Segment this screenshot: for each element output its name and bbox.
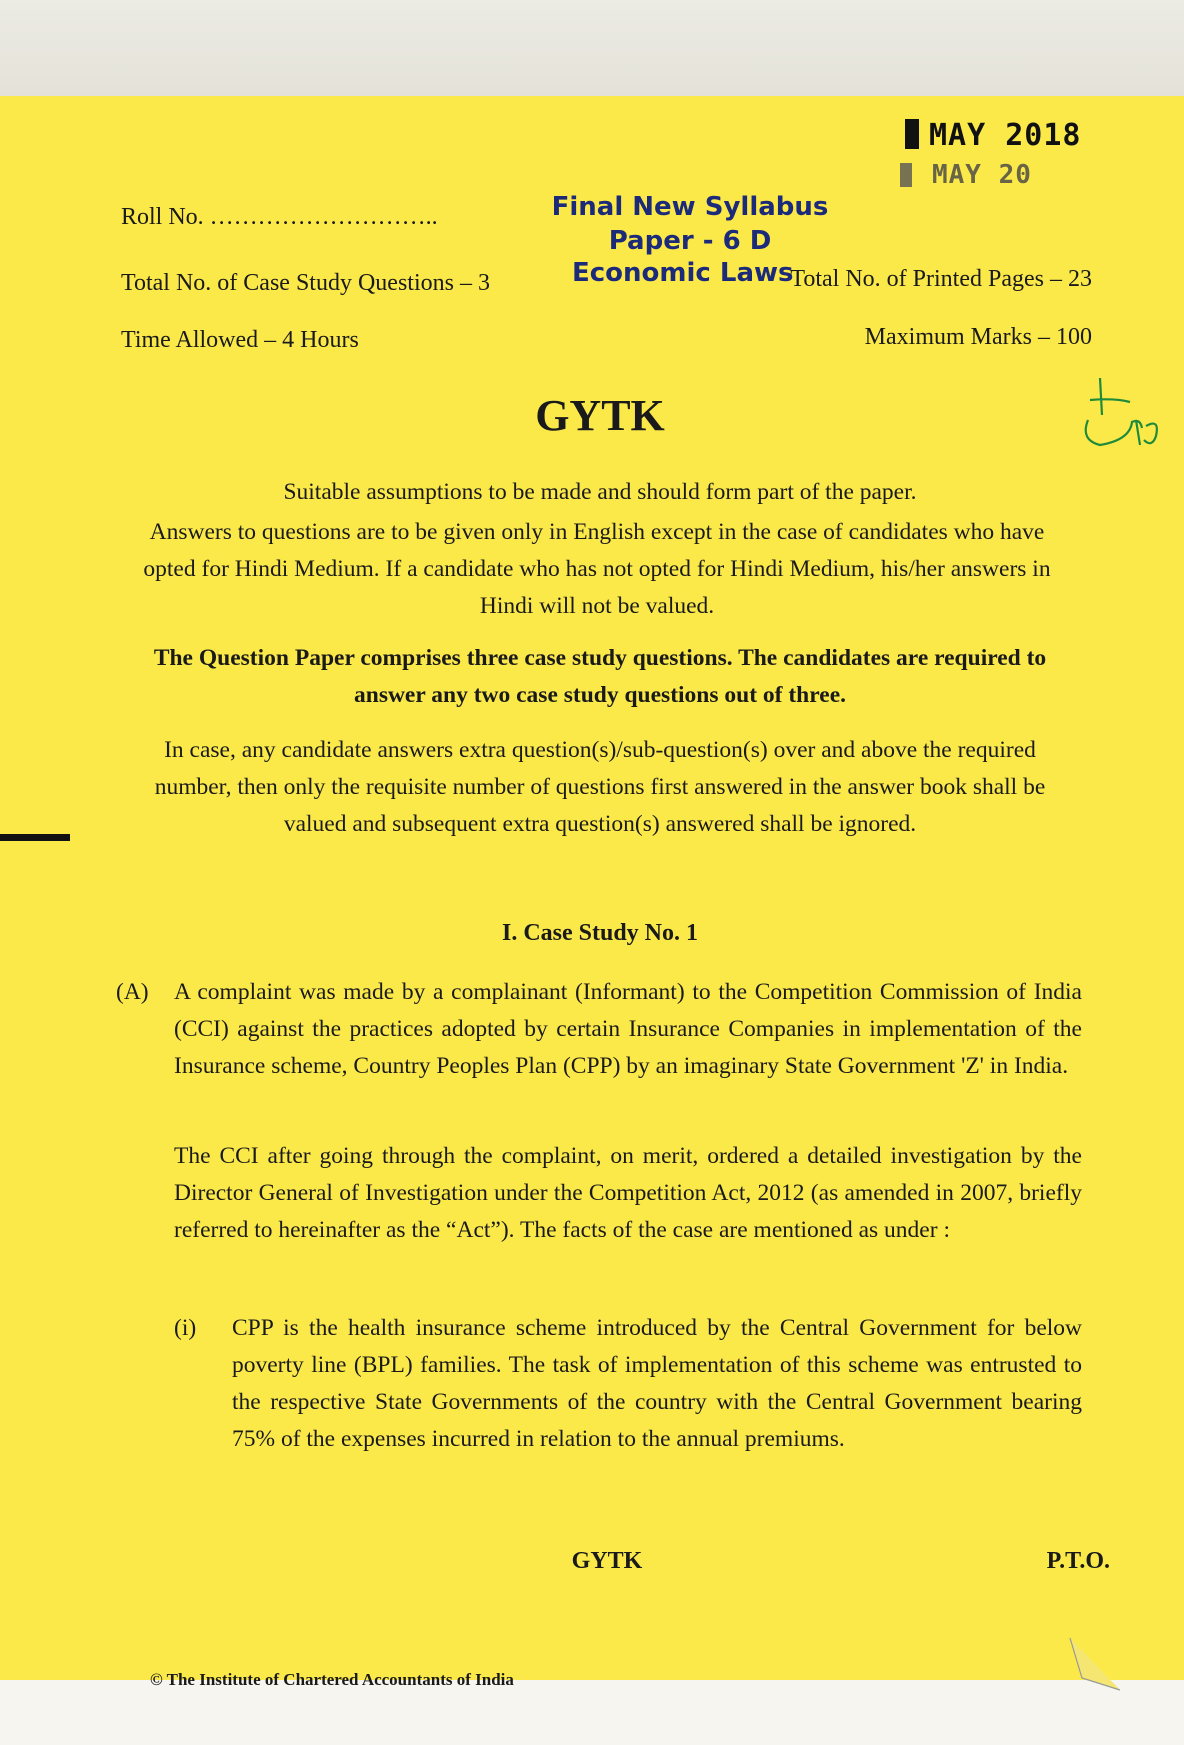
pto: P.T.O. bbox=[1046, 1548, 1110, 1574]
signature-mark bbox=[1070, 370, 1170, 460]
max-marks: Maximum Marks – 100 bbox=[864, 324, 1092, 350]
roll-no: Roll No. ……………………….. bbox=[121, 204, 438, 230]
time-allowed: Time Allowed – 4 Hours bbox=[121, 327, 359, 353]
part-a-facts: The CCI after going through the complaint, on merit, ordered a detailed investigation by the Director General of Investigation under the Competition Act, 2012 (as amended in 2007, briefly referred to hereinafter as the “Act”). The facts of the case are mentioned as under : bbox=[174, 1143, 1082, 1243]
total-questions: Total No. of Case Study Questions – 3 bbox=[121, 270, 490, 296]
instruction-language: Answers to questions are to be given only in English except in the case of candidates who have opted for Hindi Medium. If a candidate who has not opted for Hindi Medium, his/her answers in Hindi will not be valued. bbox=[143, 519, 1051, 619]
paper-title: GYTK bbox=[535, 391, 665, 440]
syllabus-line3: Economic Laws bbox=[572, 258, 794, 288]
page-corner-fold bbox=[1060, 1638, 1130, 1698]
instruction-assumptions: Suitable assumptions to be made and should form part of the paper. bbox=[283, 479, 917, 505]
date-stamp-line1: MAY 2018 bbox=[929, 118, 1082, 153]
stamp-block-faded bbox=[900, 163, 912, 187]
date-stamp-faded bbox=[900, 160, 1032, 190]
copyright: © The Institute of Chartered Accountants of India bbox=[150, 1670, 514, 1689]
item-i-label: (i) bbox=[174, 1315, 197, 1341]
top-margin bbox=[0, 0, 1184, 96]
margin-mark bbox=[0, 834, 70, 841]
printed-pages: Total No. of Printed Pages – 23 bbox=[790, 266, 1092, 292]
instruction-extra: In case, any candidate answers extra question(s)/sub-question(s) over and above the required number, then only the requisite number of questions first answered in the answer book shall be valued and subsequent extra question(s) answered shall be ignored. bbox=[154, 737, 1046, 837]
item-i-text: CPP is the health insurance scheme introduced by the Central Government for below poverty line (BPL) families. The task of implementation of this scheme was entrusted to the respective State Governments of the country with the Central Government bearing 75% of the expenses incurred in relation to the annual premiums. bbox=[232, 1315, 1082, 1452]
case-study-heading: I. Case Study No. 1 bbox=[501, 920, 699, 946]
instruction-comprises: The Question Paper comprises three case study questions. The candidates are required to answer any two case study questions out of three. bbox=[153, 645, 1047, 708]
footer-code: GYTK bbox=[571, 1548, 643, 1574]
part-a-label: (A) bbox=[116, 979, 149, 1005]
date-stamp-line2: MAY 20 bbox=[932, 160, 1032, 190]
stamp-block bbox=[905, 119, 919, 149]
syllabus-line1: Final New Syllabus bbox=[551, 192, 829, 222]
date-stamp bbox=[905, 118, 1082, 153]
syllabus-line2: Paper - 6 D bbox=[608, 226, 772, 256]
part-a-text: A complaint was made by a complainant (Informant) to the Competition Commission of India (CCI) against the practices adopted by certain Insurance Companies in implementation of the Insurance scheme, Country Peoples Plan (CPP) by an imaginary State Government 'Z' in India. bbox=[174, 979, 1082, 1079]
